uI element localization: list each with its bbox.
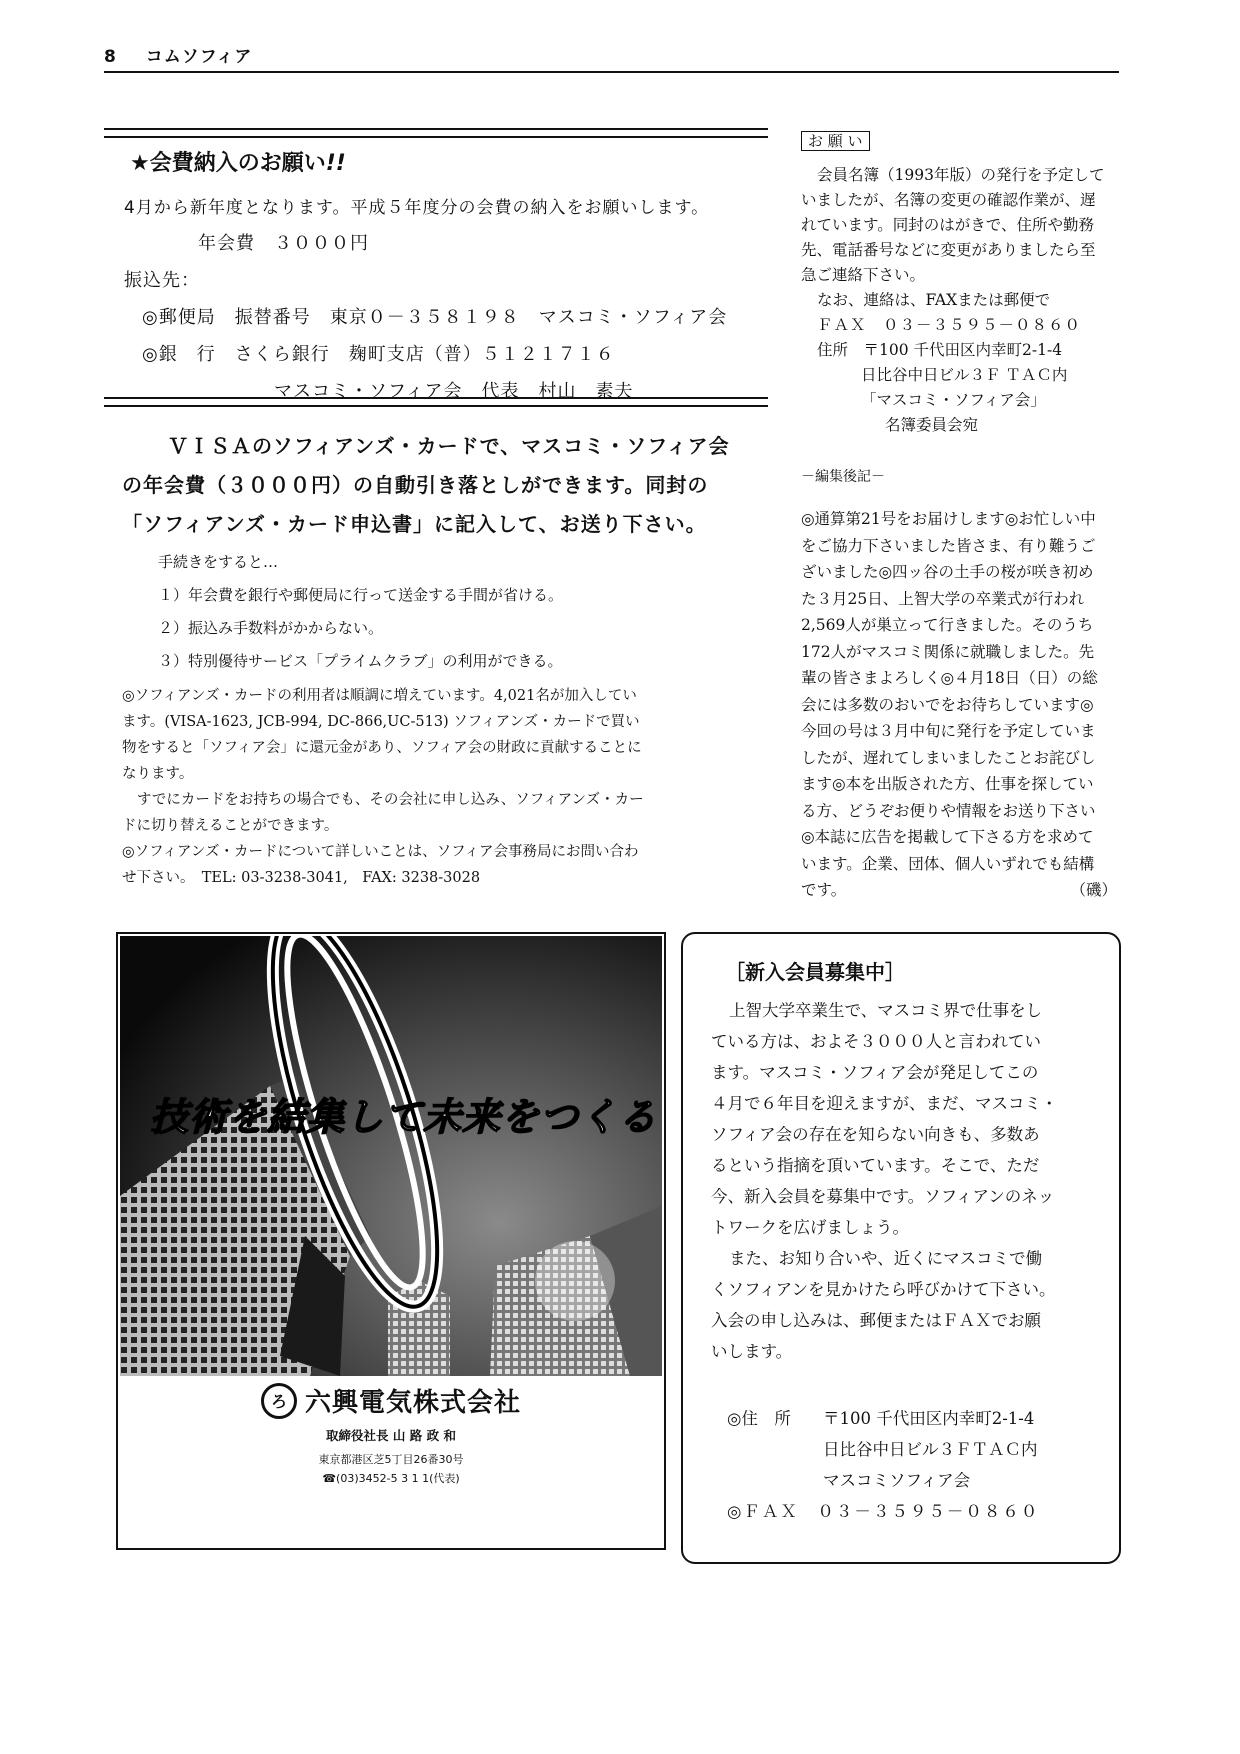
publication-name: コムソフィア	[145, 47, 253, 67]
recruit-line: 上智大学卒業生で、マスコミ界で仕事をし	[729, 1001, 1043, 1020]
editorial-line: た３月25日、上智大学の卒業式が行われ	[801, 589, 1085, 608]
visa-step2: ２）振込み手数料がかからない。	[158, 619, 384, 637]
fee-postal: ◎郵便局 振替番号 東京０－３５８１９８ マスコミ・ソフィア会	[142, 307, 728, 328]
fee-holder: マスコミ・ソフィア会 代表 村山 素夫	[274, 381, 634, 402]
fee-notice	[104, 146, 768, 403]
recruit-address-label: ◎住 所	[727, 1409, 791, 1428]
recruit-address2: 日比谷中日ビル３ＦＴＡＣ内	[823, 1440, 1038, 1459]
fee-bank: ◎銀 行 さくら銀行 麹町支店（普）５１２１７１６	[142, 344, 615, 365]
visa-note-line: すでにカードをお持ちの場合でも、その会社に申し込み、ソフィアンズ・カー	[137, 792, 644, 808]
visa-steps-intro: 手続きをすると…	[158, 553, 279, 571]
recruit-body	[711, 995, 1119, 1367]
visa-note-line: なります。	[122, 766, 194, 782]
recruit-title: ［新入会員募集中］	[725, 960, 905, 984]
visa-notes	[122, 683, 768, 891]
editorial-line: ◎本誌に広告を掲載して下さる方を求めて	[801, 828, 1094, 846]
header-rule	[104, 71, 1119, 73]
request-address4: 名簿委員会宛	[885, 416, 979, 434]
editorial-end	[801, 877, 1117, 904]
editorial-line: ざいました◎四ッ谷の土手の桜が咲き初め	[801, 563, 1094, 581]
visa-step3: ３）特別優待サービス「プライムクラブ」の利用ができる。	[158, 652, 563, 670]
ad-phone: ☎(03)3452-5 3 1 1(代表)	[322, 1472, 460, 1485]
recruit-line: 入会の申し込みは、郵便またはＦＡＸでお願	[711, 1311, 1041, 1330]
request-address1: 住所 〒100 千代田区内幸町2-1-4	[817, 341, 1063, 359]
editorial-body	[801, 506, 1121, 904]
visa-head1: ＶＩＳＡのソフィアンズ・カードで、マスコミ・ソフィア会	[168, 434, 730, 458]
recruit-line: また、お知り合いや、近くにマスコミで働	[729, 1249, 1043, 1268]
fee-title: ★会費納入のお願い!!	[130, 151, 346, 176]
fee-line1: 4月から新年度となります。平成５年度分の会費の納入をお願いします。	[124, 198, 710, 218]
visa-note-line: ◎ソフィアンズ・カードの利用者は順調に増えています。4,021名が加入してい	[122, 688, 637, 704]
editorial-line: 会には多数のおいでをお待ちしています◎	[801, 695, 1094, 714]
recruit-address3: マスコミソフィア会	[823, 1471, 971, 1490]
editorial-line: 2,569人が巣立って行きました。そのうち	[801, 616, 1094, 634]
skyscraper-photo	[120, 936, 662, 1376]
editorial-line: をご協力下さいました皆さま、有り難うご	[801, 536, 1096, 555]
recruit-line: くソフィアンを見かけたら呼びかけて下さい。	[711, 1280, 1056, 1299]
ad-representative: 取締役社長 山 路 政 和	[326, 1428, 456, 1443]
recruit-line: いします。	[711, 1342, 793, 1361]
editorial-line: います。企業、団体、個人いずれでも結構	[801, 854, 1095, 873]
visa-section	[122, 430, 768, 891]
recruit-fax: ◎ＦＡＸ ０３－３５９５－０８６０	[727, 1502, 1040, 1521]
request-label: お 願 い	[801, 131, 870, 151]
request-line: れています。同封のはがきで、住所や勤務	[801, 216, 1094, 234]
visa-head3: 「ソフィアンズ・カード申込書」に記入して、お送り下さい。	[122, 512, 707, 536]
advertisement	[116, 932, 666, 1550]
visa-note-line: ドに切り替えることができます。	[122, 818, 339, 834]
editorial-line: 172人がマスコミ関係に就職しました。先	[801, 642, 1095, 661]
request-body	[801, 163, 1121, 438]
visa-note-line: ◎ソフィアンズ・カードについて詳しいことは、ソフィア会事務局にお問い合わ	[122, 844, 639, 860]
request-address2: 日比谷中日ビル３Ｆ ＴＡＣ内	[861, 366, 1068, 384]
editorial-line: 輩の皆さまよろしく◎４月18日（日）の総	[801, 669, 1098, 687]
visa-head2: の年会費（３０００円）の自動引き落としができます。同封の	[122, 473, 709, 497]
visa-note-line: 物をすると「ソフィア会」に還元金があり、ソフィア会の財政に貢献することに	[122, 740, 642, 756]
request-line: 先、電話番号などに変更がありましたら至	[801, 241, 1096, 259]
page-header	[104, 42, 252, 67]
request-line: 会員名簿（1993年版）の発行を予定して	[817, 166, 1105, 184]
company-logo-icon: ろ	[261, 1383, 297, 1419]
editorial-line: る方、どうぞお便りや情報をお送り下さい	[801, 801, 1096, 820]
request-line: いましたが、名簿の変更の確認作業が、遅	[801, 191, 1096, 209]
recruit-line: 今、新入会員を募集中です。ソフィアンのネッ	[711, 1187, 1055, 1206]
editorial-section	[801, 466, 1121, 904]
skyscraper-illustration	[120, 936, 662, 1376]
request-fax: ＦＡＸ ０３－３５９５－０８６０	[817, 316, 1082, 334]
editorial-line: ます◎本を出版された方、仕事を探してい	[801, 775, 1094, 793]
recruit-line: ます。マスコミ・ソフィア会が発足してこの	[711, 1063, 1039, 1082]
ad-company-name: 六興電気株式会社	[304, 1388, 521, 1418]
editorial-line: したが、遅れてしまいましたことお詫びし	[801, 748, 1096, 767]
editorial-label: －編集後記－	[801, 469, 885, 485]
fee-payee-label: 振込先：	[124, 270, 200, 291]
ad-address: 東京都港区芝5丁目26番30号	[318, 1453, 464, 1466]
visa-step1: １）年会費を銀行や郵便局に行って送金する手間が省ける。	[158, 586, 564, 604]
recruit-line: ている方は、およそ３０００人と言われてい	[711, 1032, 1041, 1051]
fee-annual: 年会費 ３０００円	[198, 233, 369, 254]
recruitment-box	[681, 932, 1121, 1564]
visa-note-line: せ下さい。 TEL: 03-3238-3041, FAX: 3238-3028	[122, 870, 481, 886]
request-address3: 「マスコミ・ソフィア会」	[861, 391, 1046, 409]
editorial-line: ◎通算第21号をお届けします◎お忙しい中	[801, 510, 1096, 528]
recruit-line: トワークを広げましょう。	[711, 1218, 909, 1237]
recruit-address1: 〒100 千代田区内幸町2-1-4	[823, 1409, 1035, 1428]
request-line: なお、連絡は、FAXまたは郵便で	[817, 291, 1051, 309]
recruit-contact	[727, 1403, 1119, 1527]
editorial-line: 今回の号は３月中旬に発行を予定していま	[801, 722, 1096, 740]
ad-company-block	[118, 1382, 664, 1486]
fee-bottom-rule	[104, 397, 768, 407]
request-section	[801, 130, 1121, 438]
fee-top-rule	[104, 128, 768, 138]
recruit-line: ソフィア会の存在を知らない向きも、多数あ	[711, 1125, 1040, 1144]
page-number: 8	[104, 47, 117, 67]
recruit-line: ４月で６年目を迎えますが、まだ、マスコミ・	[711, 1094, 1058, 1113]
editorial-signature: （磯）	[1070, 881, 1117, 899]
ad-slogan: 技術を結集して未来をつくる	[150, 1095, 658, 1139]
request-line: 急ご連絡下さい。	[801, 266, 926, 284]
recruit-line: るという指摘を頂いています。そこで、ただ	[711, 1156, 1040, 1175]
editorial-line: です。	[801, 881, 847, 899]
visa-note-line: ます。(VISA-1623, JCB-994, DC-866,UC-513) ソフィアンズ・カードで買い	[122, 714, 640, 730]
